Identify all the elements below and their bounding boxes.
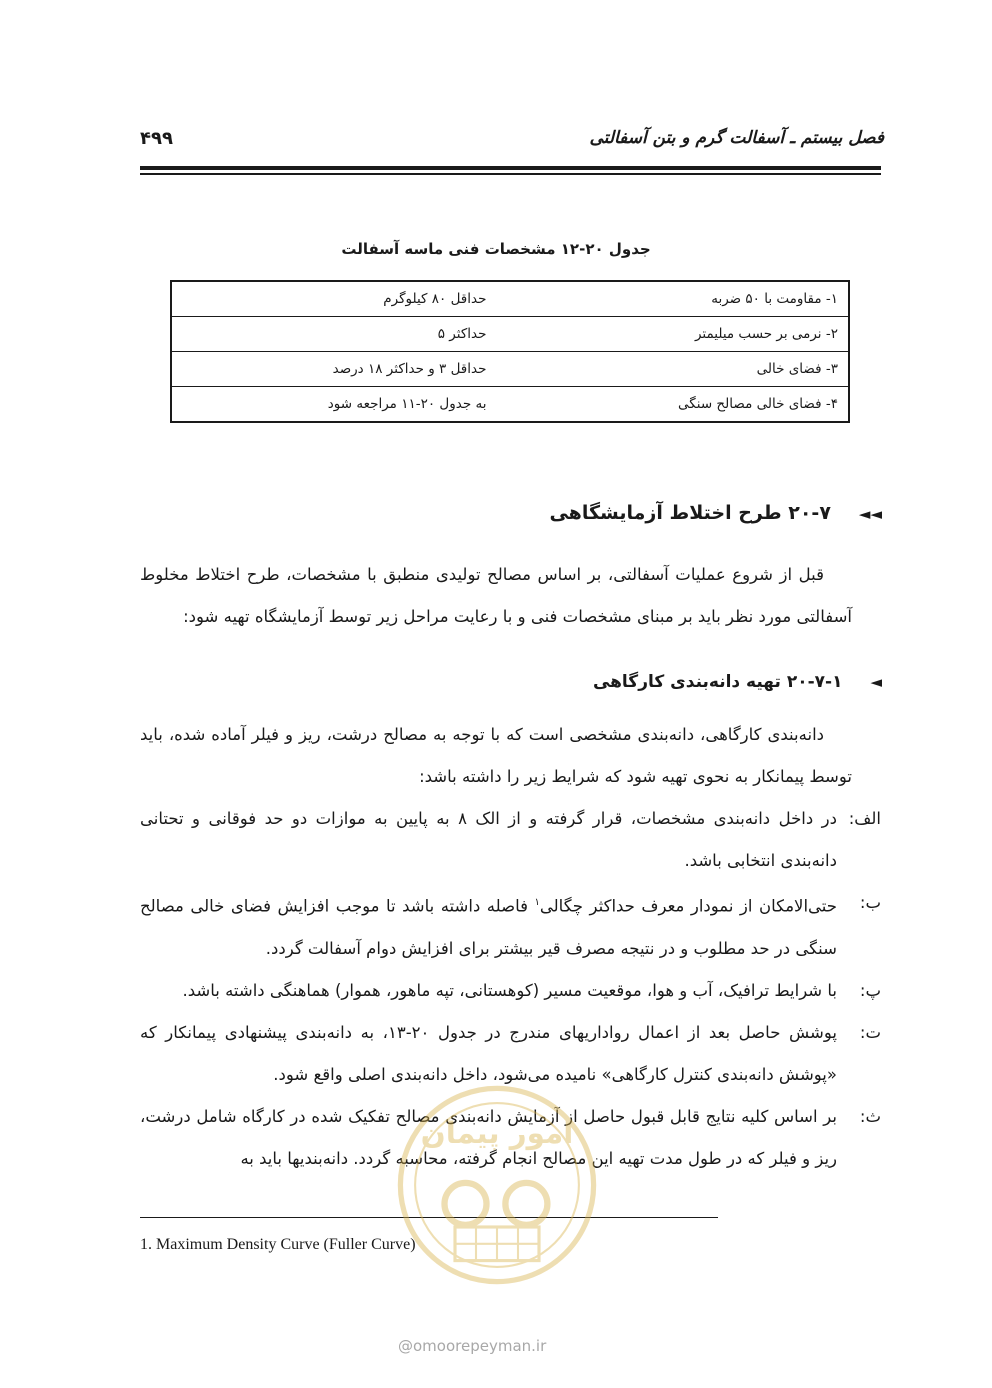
spec-table xyxy=(170,280,850,423)
list-item-text: با شرایط ترافیک، آب و هوا، موقعیت مسیر (کوهستانی، تپه ماهور، هموار) هماهنگی داشته باشد. xyxy=(182,980,837,1000)
page-number: ۴۹۹ xyxy=(140,128,173,149)
watermark-url: @omoorepeyman.ir xyxy=(398,1337,547,1355)
list-item-text: پوشش حاصل بعد از اعمال رواداریهای مندرج در جدول ۲۰-۱۳، به دانه‌بندی پیشنهادی پیمانکار که «پوشش دانه‌بندی کنترل کارگاهی» نامیده می‌شود، داخل دانه‌بندی اصلی واقع شود. xyxy=(140,1022,837,1084)
table-row xyxy=(171,387,849,423)
list-item xyxy=(140,970,881,1012)
subsection-heading xyxy=(593,672,882,692)
list-item-label: پ: xyxy=(859,980,881,1000)
chapter-title: فصل بیستم ـ آسفالت گرم و بتن آسفالتی xyxy=(589,128,884,148)
subsection-paragraph xyxy=(140,714,852,798)
section-heading-text: ۲۰-۷ طرح اختلاط آزمایشگاهی xyxy=(549,502,831,524)
table-cell-item: ۱- مقاومت با ۵۰ ضربه xyxy=(496,281,849,317)
footnote-ref: ۱ xyxy=(534,897,540,908)
list-item xyxy=(140,798,881,882)
table-cell-value: حداقل ۳ و حداکثر ۱۸ درصد xyxy=(171,352,496,387)
list-item-text xyxy=(140,882,837,970)
table-cell-item: ۳- فضای خالی xyxy=(496,352,849,387)
double-arrow-icon: ◄◄ xyxy=(858,505,882,523)
table-cell-value: به جدول ۲۰-۱۱ مراجعه شود xyxy=(327,396,487,412)
table-cell-item: ۲- نرمی بر حسب میلیمتر xyxy=(496,317,849,352)
subsection-heading-text: ۲۰-۷-۱ تهیه دانه‌بندی کارگاهی xyxy=(592,672,843,692)
watermark-seal-icon xyxy=(392,1080,602,1290)
section-heading xyxy=(549,502,882,524)
watermark-seal-text: امور پیمان xyxy=(420,1116,574,1150)
list-item xyxy=(140,882,881,970)
arrow-icon: ◄ xyxy=(870,673,882,691)
table-caption: جدول ۲۰-۱۲ مشخصات فنی ماسه آسفالت xyxy=(341,240,651,258)
subsection-paragraph-text: دانه‌بندی کارگاهی، دانه‌بندی مشخصی است که با توجه به مصالح درشت، ریز و فیلر آماده شده، باید توسط پیمانکار به نحوی تهیه شود که شرایط زیر را داشته باشد: xyxy=(140,725,852,786)
list-item-text: بر اساس کلیه نتایج قابل قبول حاصل از آزمایش دانه‌بندی مصالح تفکیک شده در کارگاه شامل درشت، ریز و فیلر که در طول مدت تهیه این مصالح انجام گرفته، محاسبه گردد. دانه‌بندیها باید به xyxy=(140,1106,837,1168)
table-cell-item: ۴- فضای خالی مصالح سنگی xyxy=(678,396,838,412)
header-rule-thick xyxy=(140,166,881,170)
table-row xyxy=(171,281,849,317)
table-row xyxy=(171,317,849,352)
list-item-label: ت: xyxy=(859,1022,881,1042)
header-rule-thin xyxy=(140,173,881,175)
list-item-text: در داخل دانه‌بندی مشخصات، قرار گرفته و از الک ۸ به پایین به موازات دو حد فوقانی و تحتانی دانه‌بندی انتخابی باشد. xyxy=(140,809,837,870)
section-paragraph xyxy=(140,554,852,638)
list-item-label: الف: xyxy=(848,809,881,828)
list-item-text-part: حتی‌الامکان از نمودار معرف حداکثر چگالی xyxy=(539,896,837,916)
section-paragraph-text: قبل از شروع عملیات آسفالتی، بر اساس مصالح تولیدی منطبق با مشخصات، طرح اختلاط مخلوط آسفالتی مورد نظر باید بر مبنای مشخصات فنی و با رعایت مراحل زیر توسط آزمایشگاه تهیه شود: xyxy=(140,565,852,626)
footnote: 1. Maximum Density Curve (Fuller Curve) xyxy=(140,1236,416,1253)
table-cell-value: حداکثر ۵ xyxy=(171,317,496,352)
list-item-text-part: فاصله داشته باشد تا موجب افزایش فضای خالی مصالح سنگی در حد مطلوب و در نتیجه مصرف قیر بیشتر برای افزایش دوام آسفالت گردد. xyxy=(140,896,837,958)
table-cell-value: حداقل ۸۰ کیلوگرم xyxy=(171,281,496,317)
list-item-label: ث: xyxy=(859,1106,881,1126)
list-item-label: ب: xyxy=(859,893,881,912)
table-row xyxy=(171,352,849,387)
